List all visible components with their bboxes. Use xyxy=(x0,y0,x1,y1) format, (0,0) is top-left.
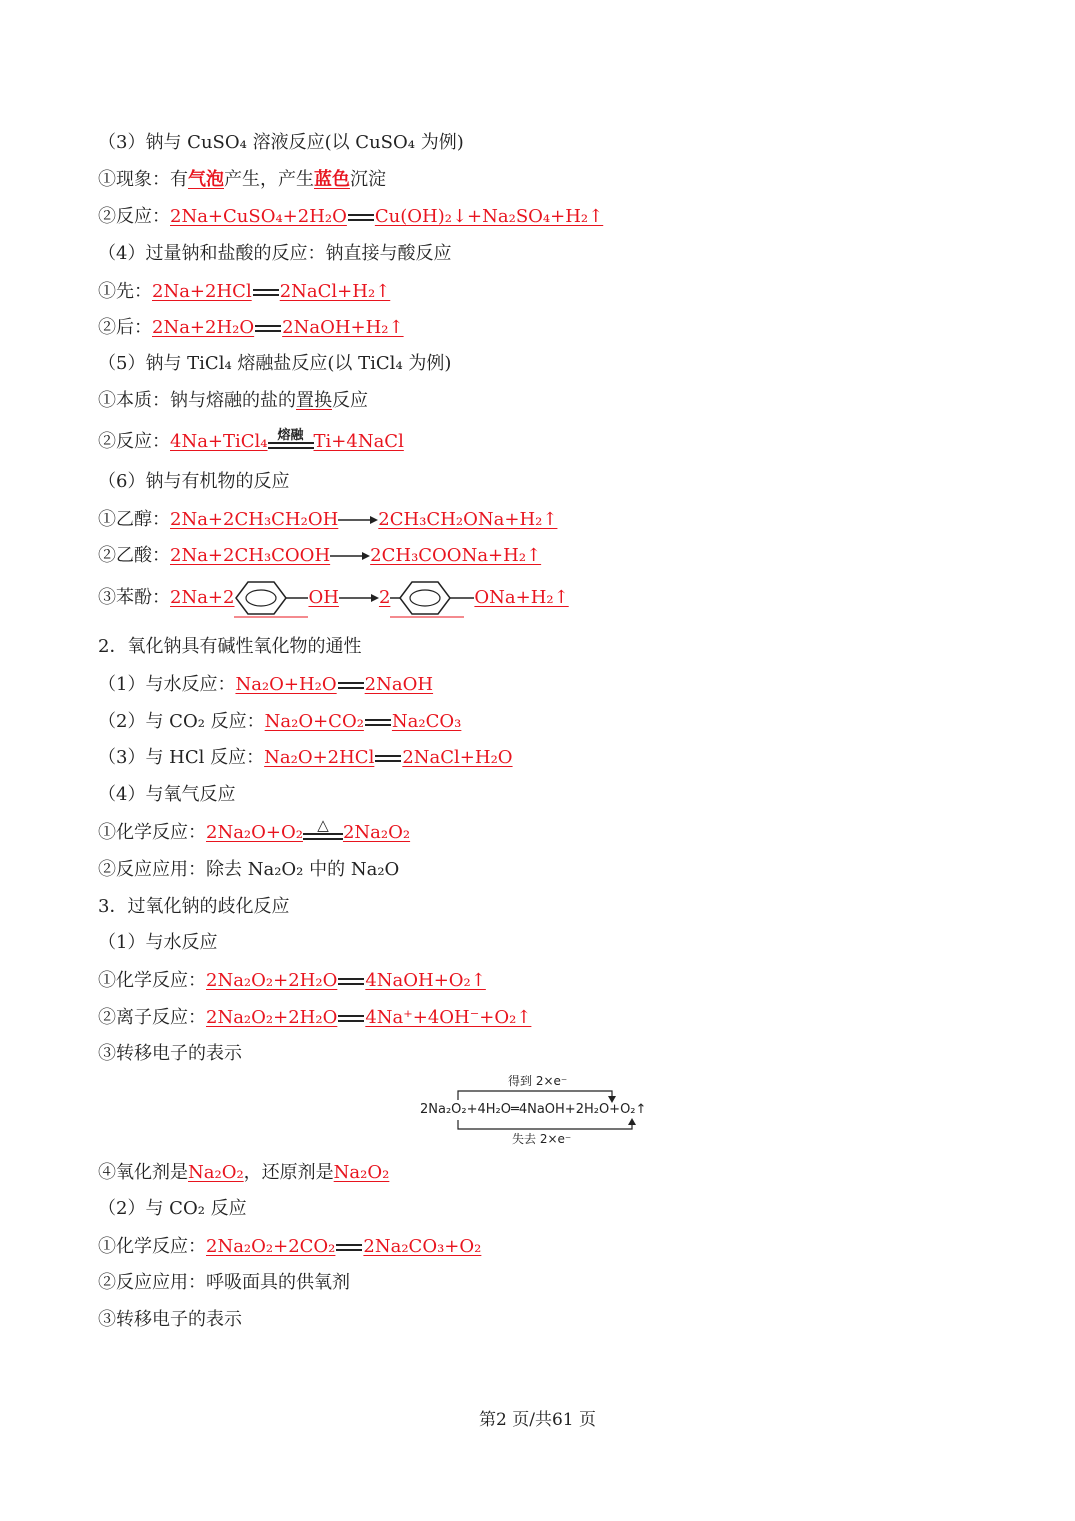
application-line xyxy=(98,857,399,883)
equation: 2Na+2CH₃COOH 2CH₃COONa+H₂↑ xyxy=(170,545,542,566)
answer-oxidant: Na₂O₂ xyxy=(188,1162,244,1183)
section-3-heading xyxy=(98,894,289,920)
answer-substitution: 置换 xyxy=(296,390,332,411)
equals-sign xyxy=(336,1244,362,1251)
section-3-heading xyxy=(98,130,464,156)
section-4-heading xyxy=(98,241,451,267)
heading-text: （4）与氧气反应 xyxy=(98,784,236,805)
equation-line xyxy=(98,1234,481,1260)
label: ①现象：有 xyxy=(98,169,188,190)
label: 沉淀 xyxy=(350,169,386,190)
answer-blue: 蓝色 xyxy=(314,169,350,190)
label: ②反应： xyxy=(98,431,170,452)
equals-sign xyxy=(338,682,364,689)
page-footer: 第2 页/共61 页 xyxy=(479,1410,596,1430)
equation-part: 2 xyxy=(378,587,391,608)
benzene-ring-icon xyxy=(390,578,474,618)
equation: 2Na₂O+O₂ △ 2Na₂O₂ xyxy=(206,816,411,843)
section-6-heading xyxy=(98,469,289,495)
benzene-ring-icon xyxy=(234,578,308,618)
subsection-heading xyxy=(98,782,235,808)
label: （2）与 CO₂ 反应： xyxy=(98,711,265,732)
answer-reductant: Na₂O₂ xyxy=(333,1162,390,1183)
equation-part: ONa+H₂↑ xyxy=(474,587,569,608)
equation-line xyxy=(98,507,557,533)
text: ②反应应用：呼吸面具的供氧剂 xyxy=(98,1272,350,1293)
heading-text: 2．氧化钠具有碱性氧化物的通性 xyxy=(98,636,362,657)
label: ①化学反应： xyxy=(98,970,206,991)
heading-text: 3．过氧化钠的歧化反应 xyxy=(98,896,290,917)
arrow-icon xyxy=(339,593,379,603)
equation: 2Na₂O₂+2H₂O 4NaOH+O₂↑ xyxy=(206,970,486,991)
equals-sign xyxy=(338,1015,364,1022)
equation-line xyxy=(98,279,390,305)
label: ①本质：钠与熔融的盐的 xyxy=(98,390,296,411)
equals-sign xyxy=(338,978,364,985)
equals-sign xyxy=(253,289,279,296)
condition-equals: 熔融 xyxy=(268,431,314,453)
label: ②后： xyxy=(98,317,152,338)
label: ①化学反应： xyxy=(98,822,206,843)
equation: Na₂O+2HCl 2NaCl+H₂O xyxy=(264,747,513,768)
equation-line xyxy=(98,968,486,994)
equals-sign xyxy=(348,214,374,221)
electron-transfer-diagram xyxy=(418,1074,658,1150)
label: （3）与 HCl 反应： xyxy=(98,747,265,768)
equation-line xyxy=(98,315,404,341)
electron-transfer-heading xyxy=(98,1041,242,1067)
application-line xyxy=(98,1270,350,1296)
electron-transfer-heading xyxy=(98,1307,242,1333)
equation-line xyxy=(98,745,513,771)
agent-line xyxy=(98,1160,389,1186)
equation: 2Na₂O₂+2H₂O 4Na⁺+4OH⁻+O₂↑ xyxy=(206,1007,532,1028)
label: ①化学反应： xyxy=(98,1236,206,1257)
heading-text: （6）钠与有机物的反应 xyxy=(98,471,290,492)
heading-text: （5）钠与 TiCl₄ 熔融盐反应(以 TiCl₄ 为例) xyxy=(98,353,452,374)
section-5-heading xyxy=(98,351,451,377)
equation: Na₂O+CO₂ Na₂CO₃ xyxy=(264,711,462,732)
equation-line xyxy=(98,816,411,846)
text: ③转移电子的表示 xyxy=(98,1309,242,1330)
phenomenon-line xyxy=(98,167,386,193)
equation-line xyxy=(98,709,461,735)
equals-sign xyxy=(255,325,281,332)
label: ①乙醇： xyxy=(98,509,170,530)
equation-part: OH xyxy=(308,587,339,608)
label: ②乙酸： xyxy=(98,545,170,566)
arrow-icon xyxy=(338,515,378,525)
label: ④氧化剂是 xyxy=(98,1162,188,1183)
equation: 4Na+TiCl₄ 熔融 Ti+4NaCl xyxy=(170,428,404,452)
answer-bubbles: 气泡 xyxy=(188,169,224,190)
equals-sign xyxy=(375,755,401,762)
text: ③转移电子的表示 xyxy=(98,1043,242,1064)
heading-text: （3）钠与 CuSO₄ 溶液反应(以 CuSO₄ 为例) xyxy=(98,132,464,153)
loss-label: 失去 2×e⁻ xyxy=(512,1132,572,1146)
condition-equals: △ xyxy=(303,822,343,844)
equation: Na₂O+H₂O 2NaOH xyxy=(235,674,434,695)
equation: 2Na+2H₂O 2NaOH+H₂↑ xyxy=(152,317,404,338)
equation-line xyxy=(98,578,569,622)
equation: 2Na+2CH₃CH₂OH 2CH₃CH₂ONa+H₂↑ xyxy=(170,509,558,530)
text: ②反应应用：除去 Na₂O₂ 中的 Na₂O xyxy=(98,859,400,880)
subsection-heading xyxy=(98,1196,247,1222)
section-2-heading xyxy=(98,634,361,660)
equation-line xyxy=(98,672,433,698)
heading-text: （2）与 CO₂ 反应 xyxy=(98,1198,247,1219)
gain-label: 得到 2×e⁻ xyxy=(508,1074,568,1088)
label: （1）与水反应： xyxy=(98,674,236,695)
equation: 2Na+CuSO₄+2H₂O Cu(OH)₂↓+Na₂SO₄+H₂↑ xyxy=(170,206,604,227)
equation: 2Na₂O₂+2CO₂ 2Na₂CO₃+O₂ xyxy=(206,1236,482,1257)
label: ③苯酚： xyxy=(98,587,170,608)
essence-line xyxy=(98,388,368,414)
arrow-icon xyxy=(330,551,370,561)
equation: 2Na+2HCl 2NaCl+H₂↑ xyxy=(152,281,391,302)
equation-line xyxy=(98,429,404,455)
equation-line xyxy=(98,1005,531,1031)
heading-text: （1）与水反应 xyxy=(98,932,218,953)
label: 产生，产生 xyxy=(224,169,314,190)
equation-line xyxy=(98,204,603,230)
label: 反应 xyxy=(332,390,368,411)
equation-part: 2Na+2 xyxy=(170,587,235,608)
label: ②反应： xyxy=(98,206,170,227)
heading-text: （4）过量钠和盐酸的反应：钠直接与酸反应 xyxy=(98,243,452,264)
equation-line xyxy=(98,543,541,569)
subsection-heading xyxy=(98,930,217,956)
label: ①先： xyxy=(98,281,152,302)
equals-sign xyxy=(365,719,391,726)
transfer-equation: 2Na₂O₂+4H₂O═4NaOH+2H₂O+O₂↑ xyxy=(420,1102,647,1117)
label: ，还原剂是 xyxy=(243,1162,334,1183)
label: ②离子反应： xyxy=(98,1007,206,1028)
